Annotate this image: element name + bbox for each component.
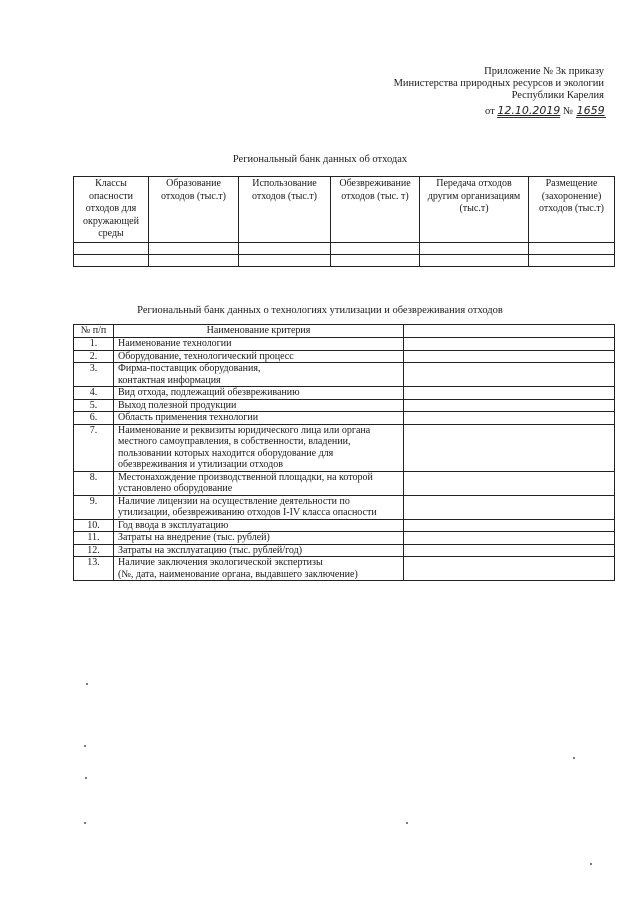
col-disposal: Размещение (захоронение) отходов (тыс.т) (529, 177, 615, 243)
criterion-value (404, 350, 615, 363)
order-date: 12.10.2019 (497, 104, 561, 117)
waste-data-table (73, 176, 615, 267)
appendix-line-1: Приложение № 3к приказу (484, 66, 604, 77)
criterion-text: Область применения технологии (114, 412, 404, 425)
criterion-value (404, 471, 615, 495)
criterion-text: Фирма-поставщик оборудования, контактная информация (114, 363, 404, 387)
row-number: 11. (74, 532, 114, 545)
row-number: 8. (74, 471, 114, 495)
row-number: 2. (74, 350, 114, 363)
criterion-value (404, 532, 615, 545)
table-row (74, 387, 615, 400)
col-transfer: Передача отходов другим организациям (тыс.т) (420, 177, 529, 243)
table-row (74, 254, 615, 266)
criterion-text: Оборудование, технологический процесс (114, 350, 404, 363)
row-number: 9. (74, 495, 114, 519)
criterion-value (404, 399, 615, 412)
criterion-text: Наименование технологии (114, 338, 404, 351)
waste-bank-title: Региональный банк данных об отходах (232, 154, 408, 165)
criterion-value (404, 519, 615, 532)
row-number: 3. (74, 363, 114, 387)
criterion-text: Затраты на внедрение (тыс. рублей) (114, 532, 404, 545)
technology-criteria-table (73, 324, 615, 581)
table-row (74, 399, 615, 412)
table-row (74, 242, 615, 254)
criteria-rows (74, 338, 615, 581)
col-neutralization: Обезвреживание отходов (тыс. т) (331, 177, 420, 243)
technology-bank-title: Региональный банк данных о технологиях утилизации и обезвреживания отходов (137, 305, 503, 316)
row-number: 10. (74, 519, 114, 532)
criterion-value (404, 557, 615, 581)
table-row (74, 519, 615, 532)
criterion-text: Год ввода в эксплуатацию (114, 519, 404, 532)
col-number: № п/п (74, 325, 114, 338)
criterion-text: Наименование и реквизиты юридического лица или органа местного самоуправления, в собственности, владении, пользовании которых находится оборудование для обезвреживания и утилизации отходов (114, 424, 404, 471)
criterion-text: Выход полезной продукции (114, 399, 404, 412)
table-row (74, 557, 615, 581)
criterion-value (404, 495, 615, 519)
table-row (74, 532, 615, 545)
criterion-value (404, 338, 615, 351)
criterion-text: Наличие заключения экологической экспертизы (№, дата, наименование органа, выдавшего заключение) (114, 557, 404, 581)
table-row (74, 495, 615, 519)
row-number: 7. (74, 424, 114, 471)
col-hazard-class: Классы опасности отходов для окружающей среды (74, 177, 149, 243)
table-row (74, 412, 615, 425)
criterion-value (404, 387, 615, 400)
table-row (74, 363, 615, 387)
order-number: 1659 (576, 104, 605, 117)
criterion-text: Наличие лицензии на осуществление деятельности по утилизации, обезвреживанию отходов I-IV класса опасности (114, 495, 404, 519)
appendix-line-2: Министерства природных ресурсов и экологии (393, 78, 604, 89)
table-row (74, 338, 615, 351)
table-row (74, 350, 615, 363)
appendix-line-3: Республики Карелия (511, 90, 604, 101)
col-usage: Использование отходов (тыс.т) (239, 177, 331, 243)
col-generation: Образование отходов (тыс.т) (149, 177, 239, 243)
table-header-row (74, 325, 615, 338)
col-criterion: Наименование критерия (114, 325, 404, 338)
criterion-value (404, 412, 615, 425)
criterion-value (404, 544, 615, 557)
table-row (74, 471, 615, 495)
col-value (404, 325, 615, 338)
table-header-row (74, 177, 615, 243)
number-prefix: № (562, 106, 573, 117)
row-number: 1. (74, 338, 114, 351)
criterion-value (404, 363, 615, 387)
date-prefix: от (485, 106, 495, 117)
row-number: 4. (74, 387, 114, 400)
appendix-header (394, 66, 604, 102)
table-row (74, 424, 615, 471)
row-number: 6. (74, 412, 114, 425)
criterion-text: Затраты на эксплуатацию (тыс. рублей/год) (114, 544, 404, 557)
criterion-text: Вид отхода, подлежащий обезвреживанию (114, 387, 404, 400)
criterion-value (404, 424, 615, 471)
order-date-line (485, 104, 606, 118)
row-number: 13. (74, 557, 114, 581)
row-number: 12. (74, 544, 114, 557)
row-number: 5. (74, 399, 114, 412)
table-row (74, 544, 615, 557)
criterion-text: Местонахождение производственной площадки, на которой установлено оборудование (114, 471, 404, 495)
